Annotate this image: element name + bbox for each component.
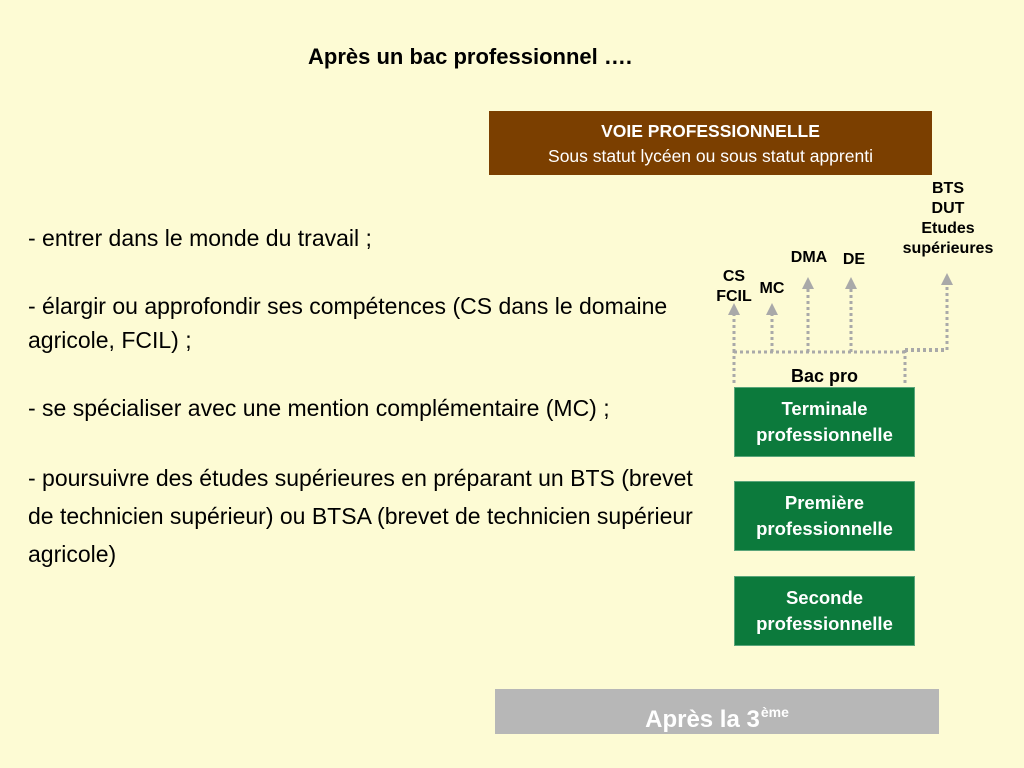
arrow-head-mc — [766, 303, 778, 315]
stage-line2: professionnelle — [756, 518, 893, 539]
label-de: DE — [842, 251, 866, 268]
bullet-item: - poursuivre des études supérieures en préparant un BTS (brevet de technicien supérieur) ou BTSA (brevet de technicien supérieur agricole) — [28, 465, 693, 567]
stage-line2: professionnelle — [756, 613, 893, 634]
label-dma: DMA — [790, 249, 828, 266]
stage-seconde-box — [734, 576, 915, 646]
label-cs: CS — [722, 268, 746, 285]
bullet-item: - entrer dans le monde du travail ; — [28, 225, 372, 251]
bullet-item: - élargir ou approfondir ses compétences (CS dans le domaine agricole, FCIL) ; — [28, 293, 668, 353]
stage-terminale-box — [734, 387, 915, 457]
stage-line1: Terminale — [781, 398, 868, 419]
label-cs-fcil — [712, 267, 756, 307]
voie-title: VOIE PROFESSIONNELLE — [601, 121, 820, 141]
bullet-item: - se spécialiser avec une mention complémentaire (MC) ; — [28, 395, 610, 421]
arrow-head-de — [845, 277, 857, 289]
stage-line2: professionnelle — [756, 424, 893, 445]
stage-premiere-box — [734, 481, 915, 551]
label-higher-studies — [888, 179, 1008, 259]
stage-line1: Première — [784, 492, 865, 513]
arrow-head-bts — [941, 273, 953, 285]
apres-la-3eme-box — [495, 689, 939, 734]
bac-pro-label: Bac pro — [790, 366, 859, 386]
page-title: Après un bac professionnel …. — [308, 44, 632, 69]
label-bts: BTS — [932, 180, 964, 197]
stage-line1: Seconde — [785, 587, 864, 608]
label-etudes: Etudes — [921, 220, 975, 237]
label-fcil: FCIL — [716, 288, 752, 305]
arrow-head-dma — [802, 277, 814, 289]
label-superieures: supérieures — [902, 240, 994, 257]
footer-text: Après la 3 — [645, 706, 760, 733]
footer-sup: ème — [760, 704, 789, 720]
label-mc: MC — [759, 280, 785, 297]
voie-subtitle: Sous statut lycéen ou sous statut apprenti — [548, 146, 873, 166]
label-dut: DUT — [931, 200, 965, 217]
